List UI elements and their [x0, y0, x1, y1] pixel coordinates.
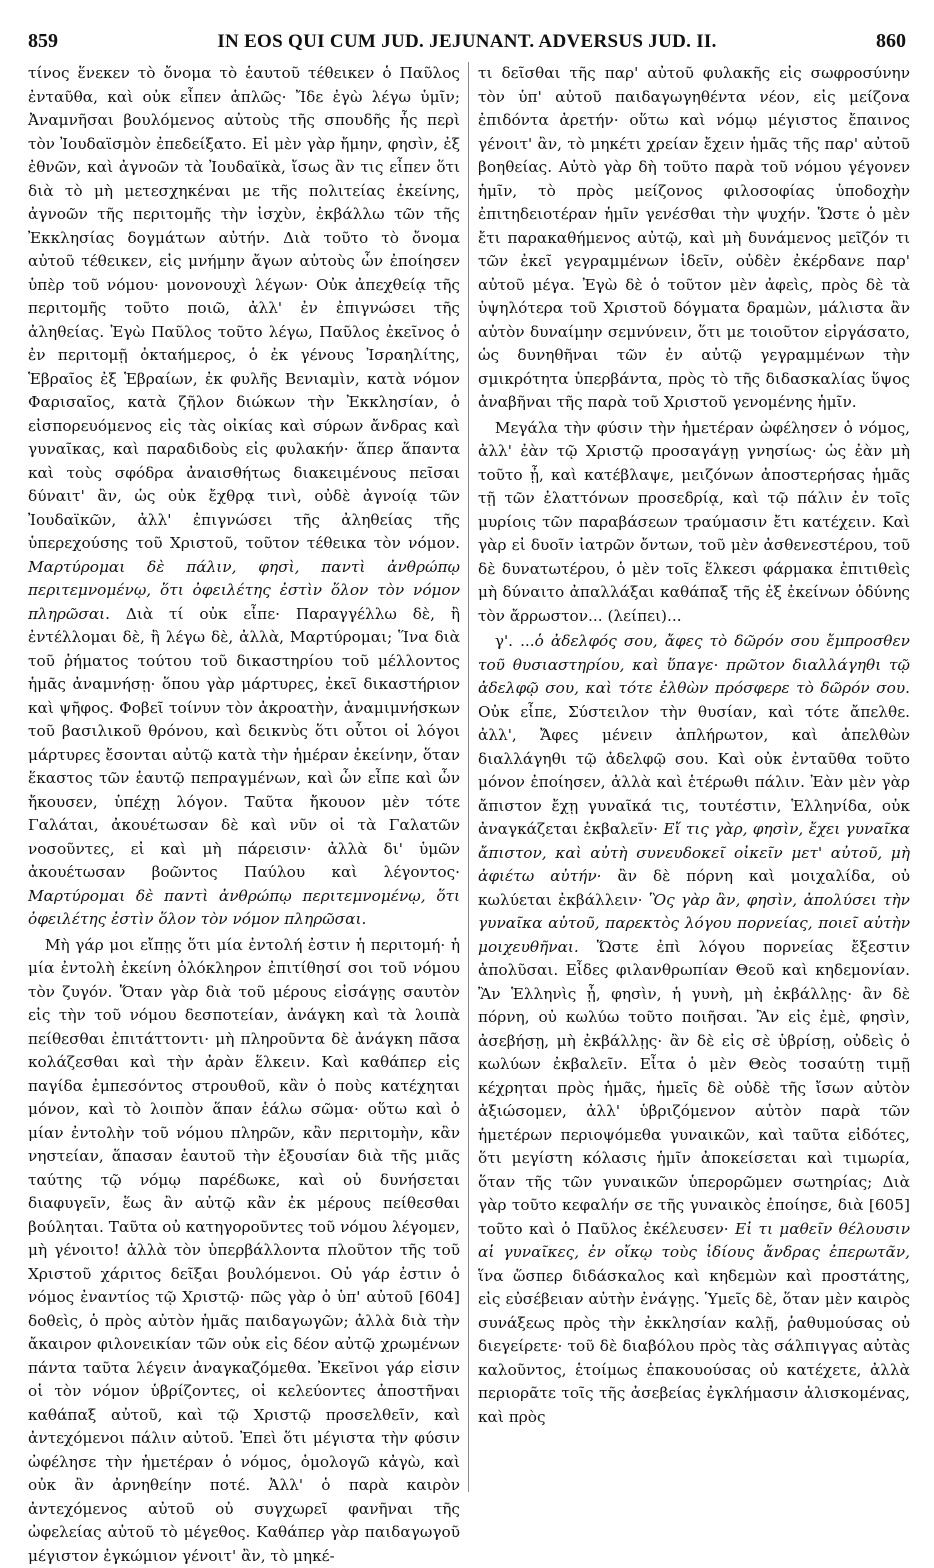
- text-run: Διὰ τί οὐκ εἶπε· Παραγγέλλω δὲ, ἢ ἐντέλλομαι δὲ, ἢ λέγω δὲ, ἀλλὰ, Μαρτύρομαι; Ἵνα διὰ τοῦ ῥήματος τούτου τοῦ δικαστηρίου τοῦ μέλλοντος ἡμᾶς ἀναμνήσῃ· ὅπου γὰρ μάρτυρες, ἐκεῖ δικαστήριον καὶ ψῆφος. Φοβεῖ τοίνυν τὸν ἀκροατὴν, ἀναμιμνήσκων τοῦ βασιλικοῦ θρόνου, καὶ δεικνὺς ὅτι οὗτοι οἱ λόγοι μάρτυρες ἔσονται αὐτῷ κατὰ τὴν ἡμέραν ἐκείνην, ὅταν ἕκαστος τῶν ἑαυτῷ πεπραγμένων, καὶ ὧν εἶπε καὶ ὧν ἤκουσεν, ὑπέχῃ λόγον. Ταῦτα ἤκουον μὲν τότε Γαλάται, ἀκουέτωσαν δὲ καὶ νῦν οἱ τὰ Γαλατῶν νοσοῦντες, εἰ καὶ μὴ πάρεισιν· ἀλλὰ δι' ὑμῶν ἀκουέτωσαν βοῶντος Παύλου καὶ λέγοντος·: [28, 605, 460, 882]
- paragraph: Μεγάλα τὴν φύσιν τὴν ἡμετέραν ὠφέλησεν ὁ νόμος, ἀλλ' ἐὰν τῷ Χριστῷ προσαγάγῃ γνησίως· ὡς ἐὰν μὴ τοῦτο ᾖ, καὶ κατέβλαψε, μειζόνων ἀποστερήσας ἡμᾶς τῇ τῶν ἐλαττόνων προσεδρίᾳ, καὶ τῷ πάλιν ἐν τοῖς μυρίοις τῶν παραβάσεων τραύμασιν ἔτι κατέχειν. Καὶ γὰρ εἰ δυοῖν ἰατρῶν ὄντων, τοῦ μὲν ἀσθενεστέρου, τοῦ δὲ δυνατωτέρου, ὁ μὲν τοῖς ἕλκεσι φάρμακα ἐπιτιθεὶς μὴ δύναιτο ἀπαλλάξαι καθάπαξ τῆς ἐξ ἐκείνων ὀδύνης τὸν ἄρρωστον... (λείπει)...: [478, 417, 910, 629]
- scripture-quote: Εἰ τι μαθεῖν θέλουσιν αἱ γυναῖκες, ἐν οἴκῳ τοὺς ἰδίους ἄνδρας ἐπερωτᾶν,: [478, 1220, 910, 1262]
- left-column: [28, 62, 460, 1492]
- text-run: ἂν δὲ πόρνη καὶ μοιχαλίδα, οὐ κωλύεται ἐκβάλλειν·: [478, 867, 910, 909]
- left-page-number: 859: [28, 30, 58, 53]
- scripture-quote: Μαρτύρομαι δὲ παντὶ ἀνθρώπῳ περιτεμνομένῳ, ὅτι ὀφειλέτης ἐστὶν ὅλον τὸν νόμον πληρῶσαι.: [28, 887, 460, 929]
- paragraph: [28, 62, 460, 932]
- text-run: ἵνα ὥσπερ διδάσκαλος καὶ κηδεμὼν καὶ προστάτης, εἰς εὐσέβειαν αὐτὴν ἐνάγῃς. Ὑμεῖς δὲ, ὅταν μὲν καιρὸς συνάξεως πρὸς τὴν ἐκκλησίαν καλῇ, ῥαθυμούσας οὐ διεγείρετε· τοῦ δὲ διαβόλου πρὸς τὰς σάλπιγγας αὐτὰς καλοῦντος, ἑτοίμως ἐπακουούσας οὐ κατέχετε, ἀλλὰ περιορᾶτε τοῖς τῆς ἀσεβείας ἐγκλήμασιν ἁλισκομένας, καὶ πρὸς: [478, 1267, 910, 1426]
- text-run: Ὥστε ἐπὶ λόγου πορνείας ἔξεστιν ἀπολῦσαι. Εἶδες φιλανθρωπίαν Θεοῦ καὶ κηδεμονίαν. Ἂν Ἑλληνὶς ᾖ, φησὶν, ἡ γυνὴ, μὴ ἐκβάλλῃς· ἂν δὲ πόρνη, οὐ κωλύω τοῦτο ποιῆσαι. Ἂν εἰς ἐμὲ, φησὶν, ἀσεβήσῃ, μὴ ἐκβάλλῃς· ἂν δὲ εἰς σὲ ὑβρίσῃ, οὐδεὶς ὁ κωλύων ἐκβαλεῖν. Εἶτα ὁ μὲν Θεὸς τοσαύτῃ τιμῇ κέχρηται πρὸς ἡμᾶς, ἡμεῖς δὲ οὐδὲ τῆς ἴσων αὐτὸν ἀξιώσομεν, ἀλλ' ὑβριζόμενον αὐτὸν παρὰ τῶν ἡμετέρων περιοψόμεθα γυναικῶν, καὶ ταῦτα εἰδότες, ὅτι μεγίστη κόλασις ἡμῖν ἀποκείσεται καὶ τιμωρία, ὅταν τῆς τῶν γυναικῶν ὑπερορῶμεν σωτηρίας; Διὰ γὰρ τοῦτο κεφαλήν σε τῆς γυναικὸς ἐποίησε, διὰ [605] τοῦτο καὶ ὁ Παῦλος ἐκέλευσεν·: [478, 938, 910, 1238]
- right-page-number: 860: [876, 30, 906, 53]
- paragraph: τι δεῖσθαι τῆς παρ' αὐτοῦ φυλακῆς εἰς σωφροσύνην τὸν ὑπ' αὐτοῦ παιδαγωγηθέντα νέον, εἰς μείζονα ἐπιδόντα ἀρετήν· οὕτω καὶ νόμῳ μέγιστος ἔπαινος γένοιτ' ἂν, τὸ μηκέτι χρείαν ἔχειν ἡμᾶς τῆς παρ' αὐτοῦ βοηθείας. Αὐτὸ γὰρ δὴ τοῦτο παρὰ τοῦ νόμου γέγονεν ἡμῖν, τὸ πρὸς μείζονος φιλοσοφίας ὑποδοχὴν ἐπιτηδειοτέραν ἡμῖν γενέσθαι τὴν ψυχήν. Ὥστε ὁ μὲν ἔτι παρακαθήμενος αὐτῷ, καὶ μὴ δυνάμενος μεῖζόν τι τῶν ἐκεῖ γεγραμμένων ἰδεῖν, οὐδὲν ἐκέρδανε παρ' αὐτοῦ μέγα. Ἐγὼ δὲ ὁ τοῦτον μὲν ἀφεὶς, πρὸς δὲ τὰ ὑψηλότερα τοῦ Χριστοῦ δόγματα δραμὼν, μάλιστα ἂν αὐτὸν δυναίμην σεμνύνειν, ὅτι με τοιοῦτον εἰργάσατο, ὡς δυνηθῆναι τῶν ἐν αὐτῷ γεγραμμένων τὴν σμικρότητα ὑπερβάντα, πρὸς τὸ τῆς διδασκαλίας ὕψος ἀναβῆναι τῆς παρὰ τοῦ Χριστοῦ γενομένης ἡμῖν.: [478, 62, 910, 415]
- paragraph: [478, 630, 910, 1429]
- scripture-quote: Εἴ τις γὰρ, φησὶν, ἔχει γυναῖκα ἄπιστον, καὶ αὐτὴ συνευδοκεῖ οἰκεῖν μετ' αὐτοῦ, μὴ ἀφιέτω αὐτήν·: [478, 820, 910, 885]
- text-run: τίνος ἕνεκεν τὸ ὄνομα τὸ ἑαυτοῦ τέθεικεν ὁ Παῦλος ἐνταῦθα, καὶ οὐκ εἶπεν ἁπλῶς· Ἴδε ἐγὼ λέγω ὑμῖν; Ἀναμνῆσαι βουλόμενος αὐτοὺς τῆς σπουδῆς ἧς περὶ τὸν Ἰουδαϊσμὸν ἐπεδείξατο. Εἰ μὲν γὰρ ἤμην, φησὶν, ἐξ ἐθνῶν, καὶ ἀγνοῶν τὰ Ἰουδαϊκὰ, ἴσως ἂν τις εἶπεν ὅτι διὰ τὸ μὴ μετεσχηκέναι με τῆς πολιτείας ἐκείνης, ἀγνοῶν τῆς περιτομῆς τὴν ἰσχὺν, ἐκβάλλω τῶν τῆς Ἐκκλησίας δογμάτων αὐτήν. Διὰ τοῦτο τὸ ὄνομα αὐτοῦ τέθεικεν, εἰς μνήμην ἄγων αὐτοὺς ὧν ἐποίησεν ὑπὲρ τοῦ νόμου· μονονουχὶ λέγων· Οὐκ ἀπεχθείᾳ τῆς περιτομῆς τοῦτο ποιῶ, ἀλλ' ἐν ἐπιγνώσει τῆς ἀληθείας. Ἐγὼ Παῦλος τοῦτο λέγω, Παῦλος ἐκεῖνος ὁ ἐν περιτομῇ ὀκταήμερος, ὁ ἐκ γένους Ἰσραηλίτης, Ἑβραῖος ἐξ Ἑβραίων, ἐκ φυλῆς Βενιαμὶν, κατὰ νόμον Φαρισαῖος, κατὰ ζῆλον διώκων τὴν Ἐκκλησίαν, ὁ εἰσπορευόμενος εἰς τὰς οἰκίας καὶ σύρων ἄνδρας καὶ γυναῖκας, καὶ παραδιδοὺς εἰς φυλακήν· ἅπερ ἅπαντα καὶ τοὺς σφόδρα ἀναισθήτως διακειμένους πεῖσαι δύναιτ' ἂν, ὡς οὐκ ἔχθρᾳ τινὶ, οὐδὲ ἀγνοίᾳ τῶν Ἰουδαϊκῶν, ἀλλ' ἐπιγνώσει τῆς ἀληθείας τῆς ὑπερεχούσης τοῦ Χριστοῦ, τοῦτον τέθεικα τὸν νόμον.: [28, 64, 460, 552]
- text-run: Οὐκ εἶπε, Σύστειλον τὴν θυσίαν, καὶ τότε ἄπελθε. ἀλλ', Ἄφες μένειν ἀπλήρωτον, καὶ ἀπελθὼν διαλλάγηθι τῷ ἀδελφῷ σου. Καὶ οὐκ ἐνταῦθα τοῦτο μόνον ἐποίησεν, ἀλλὰ καὶ ἑτέρωθι πάλιν. Ἐὰν μὲν γὰρ ἄπιστον ἔχῃ γυναῖκά τις, τουτέστιν, Ἑλληνίδα, οὐκ ἀναγκάζεται ἐκβαλεῖν·: [478, 703, 910, 839]
- page-header: [28, 30, 906, 60]
- running-title: IN EOS QUI CUM JUD. JEJUNANT. ADVERSUS JUD. II.: [217, 31, 716, 53]
- right-column: [478, 62, 910, 1492]
- paragraph: Μὴ γάρ μοι εἴπῃς ὅτι μία ἐντολή ἐστιν ἡ περιτομή· ἡ μία ἐντολὴ ἐκείνη ὁλόκληρον ἐπιτίθησί σοι τοῦ νόμου τὸν ζυγόν. Ὅταν γὰρ διὰ τοῦ μέρους εἰσάγῃς σαυτὸν εἰς τὴν τοῦ νόμου δεσποτείαν, ἀνάγκη καὶ τὰ λοιπὰ πείθεσθαι ἐπιτάττοντι· μὴ πληροῦντα δὲ ἀνάγκη πᾶσα κολάζεσθαι καὶ τὴν ἀρὰν ἕλκειν. Καὶ καθάπερ εἰς παγίδα ἐμπεσόντος στρουθοῦ, κἂν ὁ ποὺς κατέχηται μόνον, καὶ τὸ λοιπὸν ἅπαν ἑάλω σῶμα· οὕτω καὶ ὁ μίαν ἐντολὴν τοῦ νόμου πληρῶν, κἂν περιτομὴν, κἂν νηστείαν, ἅπασαν ἑαυτοῦ τὴν ἐξουσίαν διὰ τῆς μιᾶς ταύτης τῷ νόμῳ παρέδωκε, καὶ οὐ δυνήσεται διαφυγεῖν, ἕως ἂν αὐτῷ κἂν ἐκ μέρους πείθεσθαι βούληται. Ταῦτα οὐ κατηγοροῦντες τοῦ νόμου λέγομεν, μὴ γένοιτο! ἀλλὰ τὸν ὑπερβάλλοντα πλοῦτον τῆς τοῦ Χριστοῦ χάριτος δεῖξαι βουλόμενοι. Οὐ γάρ ἐστιν ὁ νόμος ἐναντίος τῷ Χριστῷ· πῶς γὰρ ὁ ὑπ' αὐτοῦ [604] δοθεὶς, ὁ πρὸς αὐτὸν ἡμᾶς παιδαγωγῶν; ἀλλὰ διὰ τὴν ἄκαιρον φιλονεικίαν τῶν οὐκ εἰς δέον αὐτῷ χρωμένων πάντα ταῦτα λέγειν ἀναγκαζόμεθα. Ἐκεῖνοι γάρ εἰσιν οἱ τὸν νόμον ὑβρίζοντες, οἱ κελεύοντες ἀποστῆναι καθάπαξ αὐτοῦ, καὶ τῷ Χριστῷ προσελθεῖν, καὶ ἀντεχόμενοι πάλιν αὐτοῦ. Ἐπεὶ ὅτι μέγιστα τὴν φύσιν ὠφέλησε τὴν ἡμετέραν ὁ νόμος, ὁμολογῶ κἀγὼ, καὶ οὐκ ἂν ἀρνηθείην ποτέ. Ἀλλ' ὁ παρὰ καιρὸν ἀντεχόμενος αὐτοῦ οὐ συγχωρεῖ φανῆναι τῆς ὠφελείας αὐτοῦ τὸ μέγεθος. Καθάπερ γὰρ παιδαγωγοῦ μέγιστον ἐγκώμιον γένοιτ' ἂν, τὸ μηκέ-: [28, 934, 460, 1568]
- column-divider: [468, 62, 469, 1492]
- scripture-quote: ὁ ἀδελφός σου, ἄφες τὸ δῶρόν σου ἔμπροσθεν τοῦ θυσιαστηρίου, καὶ ὕπαγε· πρῶτον διαλλάγηθι τῷ ἀδελφῷ σου, καὶ τότε ἐλθὼν πρόσφερε τὸ δῶρόν σου.: [478, 632, 910, 697]
- scripture-quote: Ὃς γὰρ ἂν, φησὶν, ἀπολύσει τὴν γυναῖκα αὐτοῦ, παρεκτὸς λόγου πορνείας, ποιεῖ αὐτὴν μοιχευθῆναι.: [478, 891, 910, 956]
- section-marker: γ'. ...: [495, 632, 535, 650]
- scripture-quote: Μαρτύρομαι δὲ πάλιν, φησὶ, παντὶ ἀνθρώπῳ περιτεμνομένῳ, ὅτι ὀφειλέτης ἐστὶν ὅλον τὸν νόμον πληρῶσαι.: [28, 558, 460, 623]
